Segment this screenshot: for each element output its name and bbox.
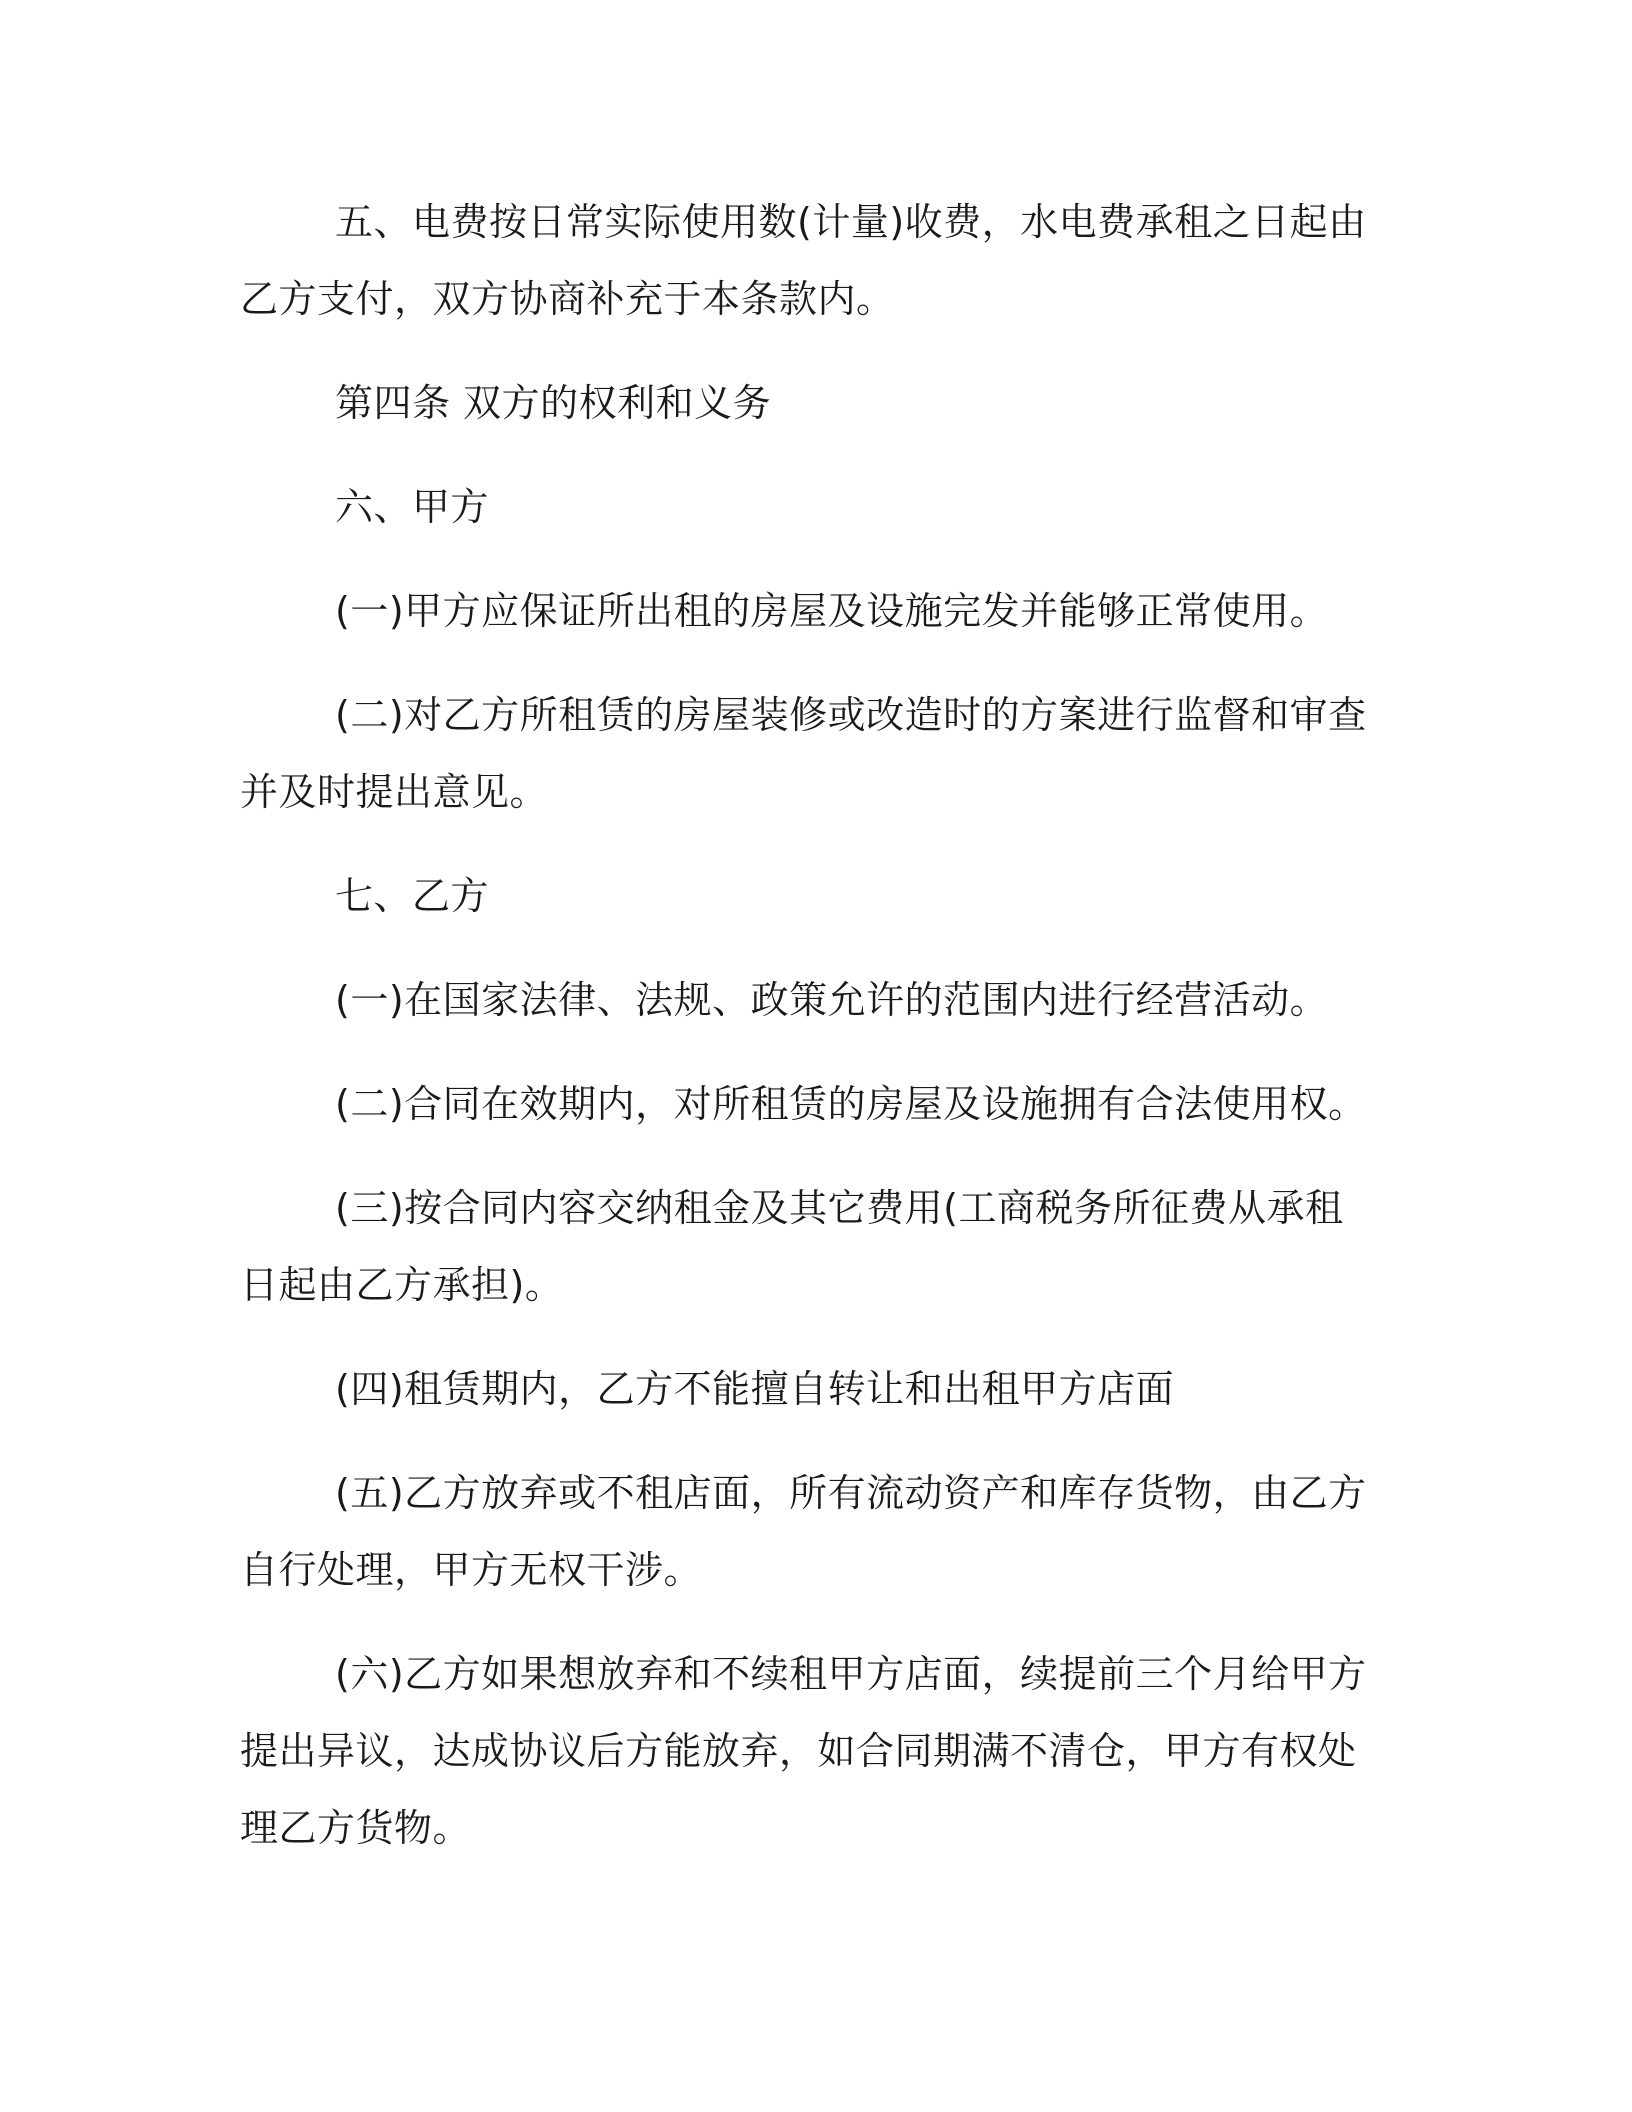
- party-b-clause-6: (六)乙方如果想放弃和不续租甲方店面，续提前三个月给甲方提出异议，达成协议后方能放弃，如合同期满不清仓，甲方有权处理乙方货物。: [240, 1652, 1367, 1850]
- party-a-clause-2: (二)对乙方所租赁的房屋装修或改造时的方案进行监督和审查并及时提出意见。: [240, 693, 1367, 814]
- party-b-clause-5: (五)乙方放弃或不租店面，所有流动资产和库存货物，由乙方自行处理，甲方无权干涉。: [240, 1471, 1367, 1592]
- heading-party-b: 七、乙方: [335, 874, 490, 918]
- party-b-clause-1: (一)在国家法律、法规、政策允许的范围内进行经营活动。: [335, 978, 1329, 1022]
- party-a-clause-1: (一)甲方应保证所出租的房屋及设施完发并能够正常使用。: [335, 589, 1329, 633]
- paragraph-electricity-fee: 五、电费按日常实际使用数(计量)收费，水电费承租之日起由乙方支付，双方协商补充于本条款内。: [240, 200, 1367, 321]
- party-b-clause-4: (四)租赁期内，乙方不能擅自转让和出租甲方店面: [335, 1367, 1175, 1411]
- document-body: [240, 184, 1370, 1894]
- heading-party-a: 六、甲方: [335, 485, 490, 529]
- heading-article-4: 第四条 双方的权利和义务: [335, 381, 772, 425]
- party-b-clause-3: (三)按合同内容交纳租金及其它费用(工商税务所征费从承租日起由乙方承担)。: [240, 1186, 1344, 1307]
- party-b-clause-2: (二)合同在效期内，对所租赁的房屋及设施拥有合法使用权。: [335, 1082, 1367, 1126]
